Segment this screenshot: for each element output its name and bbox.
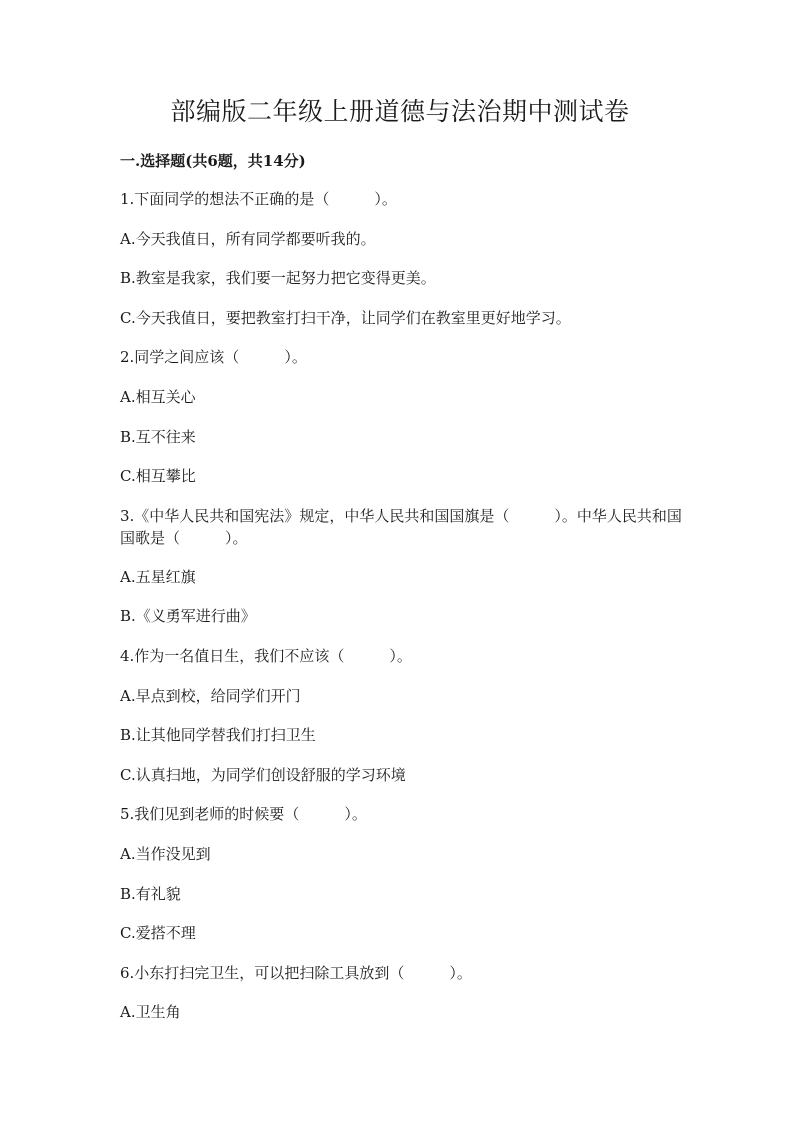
question-4-option-c: C.认真扫地，为同学们创设舒服的学习环境 bbox=[120, 766, 406, 784]
question-6-option-a: A.卫生角 bbox=[120, 1003, 181, 1021]
question-4-option-b: B.让其他同学替我们打扫卫生 bbox=[120, 726, 316, 744]
page-title: 部编版二年级上册道德与法治期中测试卷 bbox=[170, 97, 630, 126]
question-5-option-b: B.有礼貌 bbox=[120, 885, 181, 903]
question-1-option-c: C.今天我值日，要把教室打扫干净，让同学们在教室里更好地学习。 bbox=[120, 309, 571, 327]
question-4: 4.作为一名值日生，我们不应该（ ）。 bbox=[120, 647, 412, 665]
question-5-option-c: C.爱搭不理 bbox=[120, 924, 196, 942]
question-1-option-b: B.教室是我家，我们要一起努力把它变得更美。 bbox=[120, 269, 436, 287]
question-3-option-b: B.《义勇军进行曲》 bbox=[120, 607, 256, 625]
question-1-option-a: A.今天我值日，所有同学都要听我的。 bbox=[120, 230, 376, 248]
question-2-option-b: B.互不往来 bbox=[120, 428, 196, 446]
question-5-option-a: A.当作没见到 bbox=[120, 845, 211, 863]
question-6: 6.小东打扫完卫生，可以把扫除工具放到（ ）。 bbox=[120, 964, 472, 982]
question-2-option-a: A.相互关心 bbox=[120, 388, 196, 406]
question-1: 1.下面同学的想法不正确的是（ ）。 bbox=[120, 190, 397, 208]
question-5: 5.我们见到老师的时候要（ ）。 bbox=[120, 805, 367, 823]
question-3-option-a: A.五星红旗 bbox=[120, 568, 196, 586]
question-3: 3.《中华人民共和国宪法》规定，中华人民共和国国旗是（ ）。中华人民共和国国歌是（ ）。 bbox=[120, 507, 682, 547]
section-heading: 一.选择题(共6题，共14分) bbox=[120, 152, 306, 170]
question-2-option-c: C.相互攀比 bbox=[120, 467, 196, 485]
question-4-option-a: A.早点到校，给同学们开门 bbox=[120, 687, 301, 705]
question-2: 2.同学之间应该（ ）。 bbox=[120, 348, 307, 366]
